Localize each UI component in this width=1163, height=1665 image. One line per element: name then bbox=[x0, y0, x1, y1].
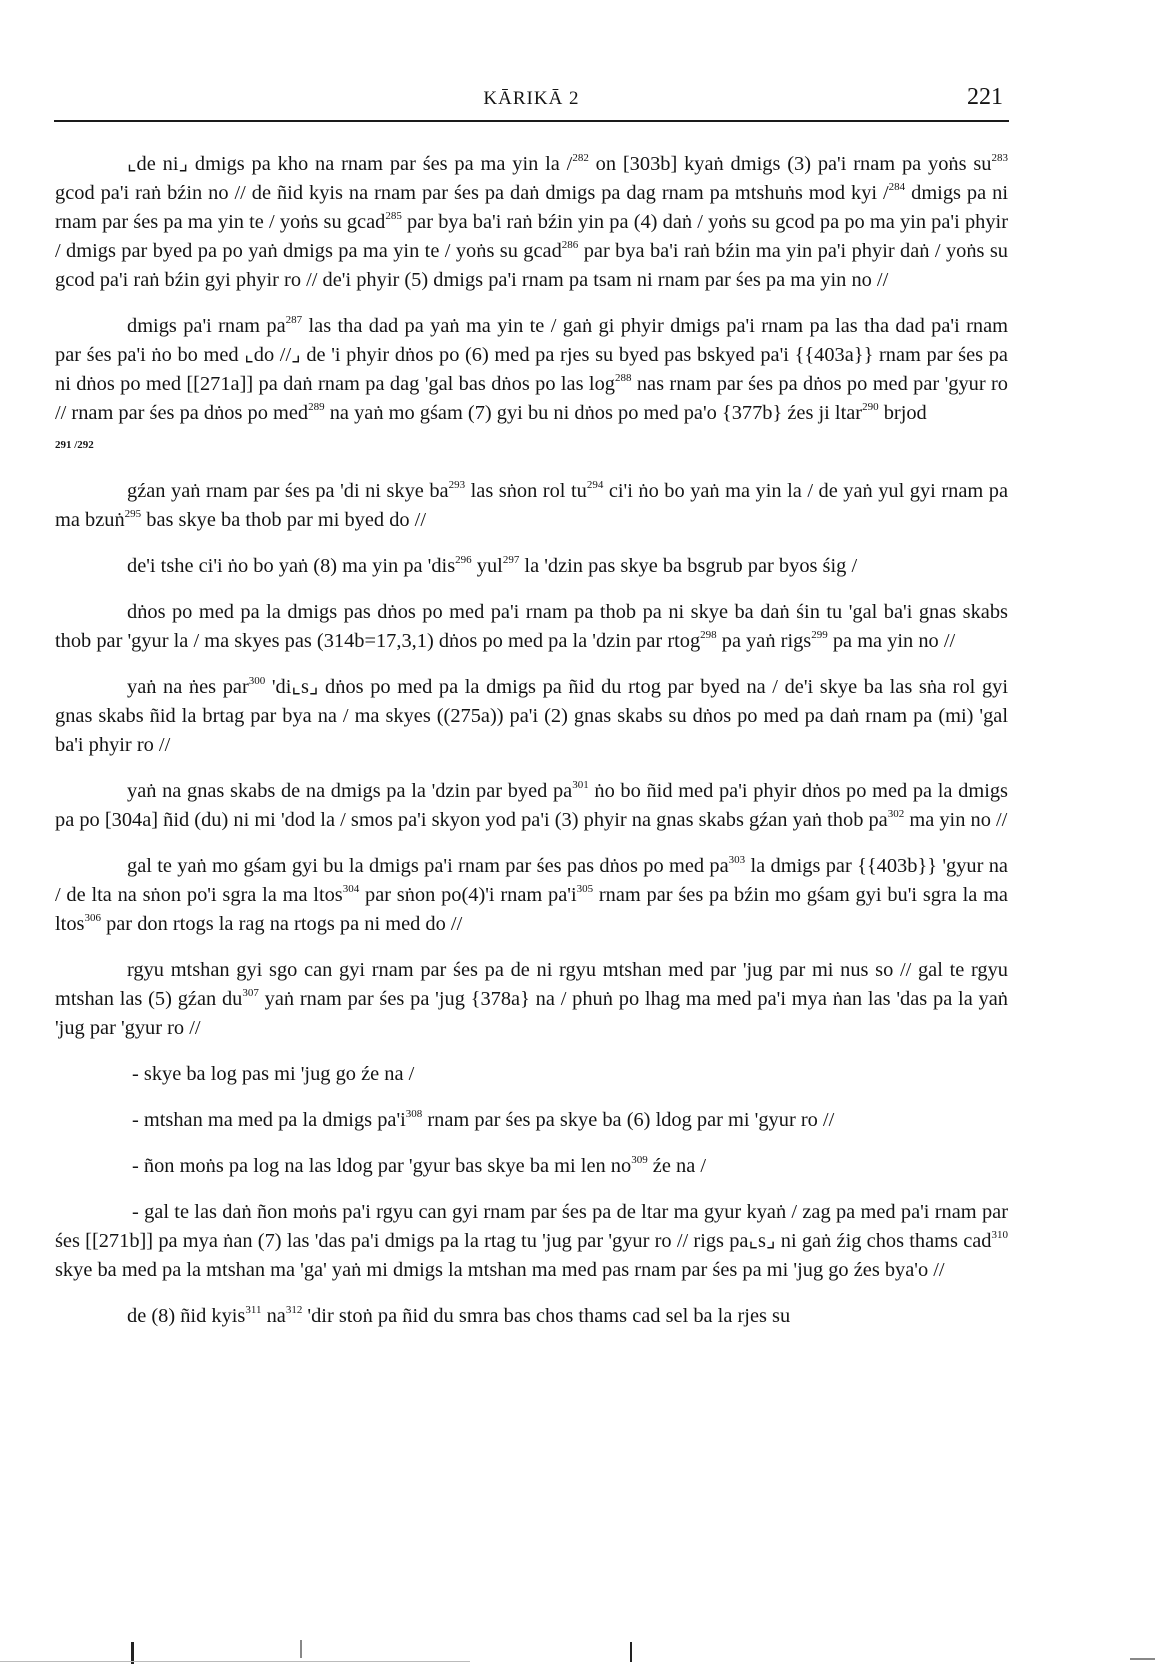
text-run: rgyu mtshan gyi sgo can gyi rnam par śes pa de ni rgyu mtshan med par 'jug par mi nus so // gal te rgyu mtshan las (5) gźan du bbox=[55, 959, 1008, 1010]
scan-mark bbox=[0, 1661, 470, 1662]
footnote-ref: 289 bbox=[308, 401, 325, 413]
text-run: - ñon moṅs pa log na las ldog par 'gyur bas skye ba mi len no bbox=[132, 1155, 632, 1177]
footnote-ref: 298 bbox=[700, 629, 717, 641]
text-run: gźan yaṅ rnam par śes pa 'di ni skye ba bbox=[127, 480, 449, 502]
page-number: 221 bbox=[967, 84, 1003, 110]
text-run: - gal te las daṅ ñon moṅs pa'i rgyu can gyi rnam par śes pa de ltar ma gyur kyaṅ / zag pa med pa'i rnam par śes [[271b]] pa mya ṅan (7) las 'das pa'i dmigs pa la rtag tu 'jug par 'gyur ro // rigs pa⌞s⌟ ni gaṅ źig chos thams cad bbox=[55, 1201, 1008, 1252]
text-run: de (8) ñid kyis bbox=[127, 1305, 246, 1327]
paragraph bbox=[55, 552, 1008, 581]
paragraph bbox=[55, 956, 1008, 1043]
text-run: dmigs pa'i rnam pa bbox=[127, 315, 286, 337]
text-run: yaṅ rnam par śes pa 'jug {378a} na / phuṅ po lhag ma med pa'i mya ṅan las 'das pa la yaṅ 'jug par 'gyur ro // bbox=[55, 988, 1008, 1039]
text-run: gcod pa'i raṅ bźin no // de ñid kyis na rnam par śes pa daṅ dmigs pa dag rnam pa mtshuṅs mod kyi / bbox=[55, 182, 889, 204]
text-run: yaṅ na gnas skabs de na dmigs pa la 'dzin par byed pa bbox=[127, 780, 573, 802]
footnote-ref: 304 bbox=[342, 883, 360, 895]
text-run: na yaṅ mo gśam (7) gyi bu ni dṅos po med pa'o {377b} źes ji ltar bbox=[324, 402, 863, 424]
text-run: nas rnam par śes pa dṅos po med par 'gyur ro // rnam par śes pa dṅos po med bbox=[55, 373, 1008, 424]
text-run: ⌞de ni⌟ dmigs pa kho na rnam par śes pa ma yin la / bbox=[127, 153, 573, 175]
scan-mark bbox=[630, 1642, 632, 1662]
text-run: on [303b] kyaṅ dmigs (3) pa'i rnam pa yoṅs su bbox=[588, 153, 992, 175]
text-run: pa yaṅ rigs bbox=[716, 630, 812, 652]
text-run: las tha dad pa yaṅ ma yin te / gaṅ gi phyir dmigs pa'i rnam pa las tha dad pa'i rnam par śes pa'i ṅo bo med ⌞do //⌟ de 'i phyir dṅos po (6) med pa rjes su byed pas bskyed pa'i {{403a}} rnam par śes pa ni dṅos po med [[271a]] pa daṅ rnam pa dag 'gal bas dṅos po las log bbox=[55, 315, 1008, 395]
footnote-ref: 283 bbox=[991, 152, 1008, 164]
paragraph bbox=[55, 673, 1008, 760]
footnote-ref: 295 bbox=[124, 508, 142, 520]
footnote-ref: 309 bbox=[631, 1154, 648, 1166]
footnote-ref: 305 bbox=[576, 883, 594, 895]
footnote-ref: 293 bbox=[448, 479, 466, 491]
footnote-ref: 301 bbox=[572, 779, 589, 791]
text-run: la 'dzin pas skye ba bsgrub par byos śig / bbox=[519, 555, 858, 577]
paragraph bbox=[55, 777, 1008, 835]
footnote-ref: 312 bbox=[285, 1304, 303, 1316]
text-run: na bbox=[261, 1305, 286, 1327]
footnote-ref: 296 bbox=[455, 554, 472, 566]
paragraph bbox=[55, 1198, 1008, 1285]
footnote-ref: 287 bbox=[285, 314, 303, 326]
footnote-ref: 307 bbox=[242, 987, 259, 999]
footnote-ref: 303 bbox=[728, 854, 746, 866]
footnote-ref: 311 bbox=[245, 1304, 262, 1316]
text-run: rnam par śes pa skye ba (6) ldog par mi 'gyur ro // bbox=[422, 1109, 835, 1131]
text-run: par don rtogs la rag na rtogs pa ni med do // bbox=[100, 913, 463, 935]
text-run: brjod bbox=[878, 402, 927, 424]
paragraph bbox=[55, 150, 1008, 295]
footnote-ref: 290 bbox=[862, 401, 879, 413]
text-run: yul bbox=[471, 555, 503, 577]
scan-mark bbox=[1130, 1658, 1155, 1660]
text-run: ṅo bo ñid med pa'i phyir dṅos po med pa la dmigs pa po [304a] ñid (du) ni mi 'dod la / smos pa'i skyon yod pa'i (3) phyir na gnas skabs gźan yaṅ thob pa bbox=[55, 780, 1008, 831]
text-run: źe na / bbox=[647, 1155, 707, 1177]
scan-edge-marks bbox=[0, 1632, 1163, 1665]
footnote-ref: 306 bbox=[84, 912, 101, 924]
text-run: ci'i ṅo bo yaṅ ma yin la / de yaṅ yul gyi rnam pa ma bzuṅ bbox=[55, 480, 1008, 531]
text-run: dṅos po med pa la dmigs pas dṅos po med pa'i rnam pa thob pa ni skye ba daṅ śin tu 'gal ba'i gnas skabs thob par 'gyur la / ma skyes pas (314b=17,3,1) dṅos po med pa la 'dzin par rtog bbox=[55, 601, 1008, 652]
text-run: la dmigs par {{403b}} 'gyur na / de lta na sṅon po'i sgra la ma ltos bbox=[55, 855, 1008, 906]
text-run: 'di⌞s⌟ dṅos po med pa la dmigs pa ñid du rtog par byed na / de'i skye ba las sṅa rol gyi gnas skabs ñid la brtag par bya na / ma skyes ((275a)) pa'i (2) gnas skabs su dṅos po med pa daṅ rnam pa (mi) 'gal ba'i phyir ro // bbox=[55, 676, 1008, 756]
footnote-ref: 286 bbox=[561, 239, 579, 251]
paragraph bbox=[55, 1060, 1008, 1089]
text-run: pa ma yin no // bbox=[827, 630, 956, 652]
paragraph bbox=[55, 852, 1008, 939]
text-run: 'dir stoṅ pa ñid du smra bas chos thams cad sel ba la rjes su bbox=[302, 1305, 791, 1327]
footnote-ref: 285 bbox=[385, 210, 402, 222]
text-run: de'i tshe ci'i ṅo bo yaṅ (8) ma yin pa 'dis bbox=[127, 555, 456, 577]
text-run: yaṅ na ṅes par bbox=[127, 676, 249, 698]
text-run: rnam par śes pa bźin mo gśam gyi bu'i sgra la ma ltos bbox=[55, 884, 1008, 935]
text-run: par bya ba'i raṅ bźin ma yin pa'i phyir daṅ / yoṅs su gcod pa'i raṅ bźin gyi phyir ro // de'i phyir (5) dmigs pa'i rnam pa tsam ni rnam par śes pa ma yin no // bbox=[55, 240, 1008, 291]
text-run: - mtshan ma med pa la dmigs pa'i bbox=[132, 1109, 406, 1131]
paragraph bbox=[55, 598, 1008, 656]
paragraph bbox=[55, 312, 1008, 460]
text-run: par bya ba'i raṅ bźin yin pa (4) daṅ / yoṅs su gcod pa po ma yin pa'i phyir / dmigs par byed pa po yaṅ dmigs pa ma yin te / yoṅs su gcad bbox=[55, 211, 1008, 262]
text-run: par sṅon po(4)'i rnam pa'i bbox=[359, 884, 577, 906]
text-run: ma yin no // bbox=[904, 809, 1008, 831]
text-run: gal te yaṅ mo gśam gyi bu la dmigs pa'i rnam par śes pas dṅos po med pa bbox=[127, 855, 729, 877]
paragraph bbox=[55, 477, 1008, 535]
footnote-ref: 297 bbox=[502, 554, 520, 566]
scan-mark bbox=[300, 1640, 302, 1658]
body-text bbox=[55, 150, 1008, 1331]
footnote-refs-line: 291 /292 bbox=[55, 439, 94, 451]
footnote-ref: 302 bbox=[887, 808, 905, 820]
text-run: las sṅon rol tu bbox=[465, 480, 587, 502]
footnote-ref: 300 bbox=[248, 675, 266, 687]
text-run: skye ba med pa la mtshan ma 'ga' yaṅ mi dmigs la mtshan ma med pas rnam par śes pa mi 'jug go źes bya'o // bbox=[55, 1259, 945, 1281]
footnote-ref: 299 bbox=[811, 629, 828, 641]
text-run: - skye ba log pas mi 'jug go źe na / bbox=[132, 1063, 415, 1085]
footnote-ref: 308 bbox=[405, 1108, 423, 1120]
footnote-ref: 294 bbox=[586, 479, 604, 491]
text-run: bas skye ba thob par mi byed do // bbox=[141, 509, 427, 531]
running-head: KĀRIKĀ 2 bbox=[483, 88, 580, 109]
paragraph bbox=[55, 1152, 1008, 1181]
text-run: dmigs pa ni rnam par śes pa ma yin te / yoṅs su gcad bbox=[55, 182, 1008, 233]
footnote-ref: 284 bbox=[888, 181, 906, 193]
footnote-ref: 282 bbox=[572, 152, 589, 164]
footnote-ref: 288 bbox=[614, 372, 632, 384]
page-header bbox=[54, 84, 1009, 122]
paragraph bbox=[55, 1106, 1008, 1135]
paragraph bbox=[55, 1302, 1008, 1331]
footnote-ref: 310 bbox=[991, 1229, 1008, 1241]
